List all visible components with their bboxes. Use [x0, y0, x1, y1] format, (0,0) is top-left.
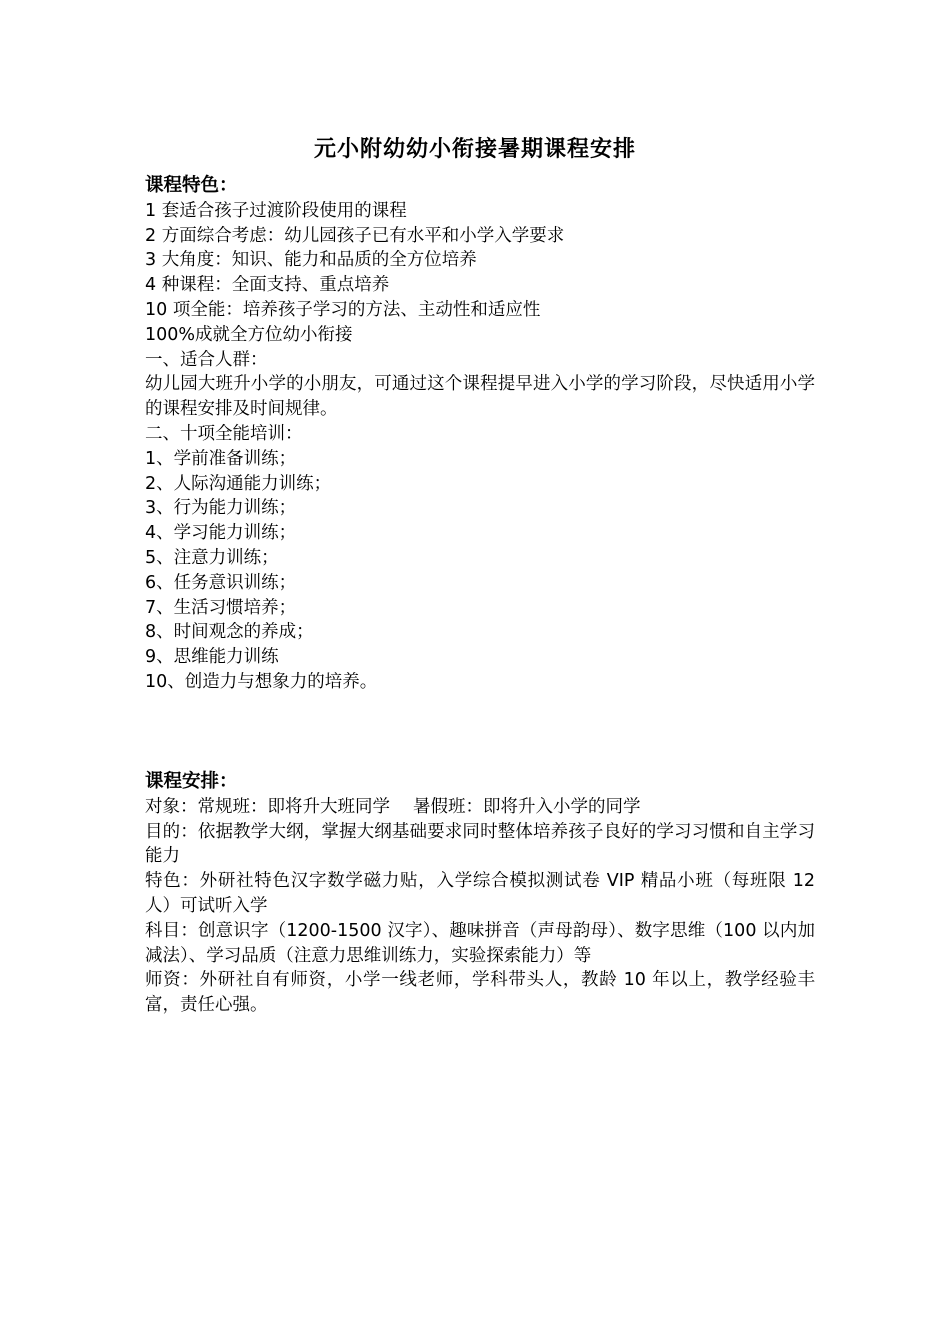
schedule-subjects: 科目：创意识字（1200-1500 汉字）、趣味拼音（声母韵母）、数字思维（100 以内加减法）、学习品质（注意力思维训练力，实验探索能力）等 — [145, 920, 815, 966]
training-item: 9、思维能力训练 — [145, 647, 279, 668]
schedule-heading: 课程安排： — [145, 771, 238, 792]
intro-section — [145, 174, 815, 695]
training-heading: 二、十项全能培训： — [145, 423, 303, 444]
training-item: 1、学前准备训练； — [145, 448, 297, 469]
feature-line: 100%成就全方位幼小衔接 — [145, 324, 353, 345]
training-item: 3、行为能力训练； — [145, 498, 297, 519]
audience-heading: 一、适合人群： — [145, 349, 268, 370]
schedule-section — [145, 770, 815, 1018]
audience-text: 幼儿园大班升小学的小朋友，可通过这个课程提早进入小学的学习阶段，尽快适用小学的课程安排及时间规律。 — [145, 374, 815, 420]
schedule-target: 对象：常规班：即将升大班同学 暑假班：即将升入小学的同学 — [145, 796, 641, 817]
schedule-purpose: 目的：依据教学大纲，掌握大纲基础要求同时整体培养孩子良好的学习习惯和自主学习能力 — [145, 821, 815, 867]
feature-line: 1 套适合孩子过渡阶段使用的课程 — [145, 200, 407, 221]
training-item: 10、创造力与想象力的培养。 — [145, 671, 378, 692]
features-heading: 课程特色： — [145, 175, 238, 196]
schedule-teachers: 师资：外研社自有师资，小学一线老师，学科带头人，教龄 10 年以上，教学经验丰富，责任心强。 — [145, 970, 815, 1016]
training-item: 8、时间观念的养成； — [145, 622, 314, 643]
training-item: 2、人际沟通能力训练； — [145, 473, 332, 494]
training-item: 5、注意力训练； — [145, 547, 279, 568]
document-title: 元小附幼幼小衔接暑期课程安排 — [313, 136, 636, 162]
feature-line: 3 大角度：知识、能力和品质的全方位培养 — [145, 250, 477, 271]
training-item: 4、学习能力训练； — [145, 523, 297, 544]
training-item: 6、任务意识训练； — [145, 572, 297, 593]
feature-line: 10 项全能：培养孩子学习的方法、主动性和适应性 — [145, 299, 541, 320]
training-item: 7、生活习惯培养； — [145, 597, 297, 618]
schedule-feature: 特色：外研社特色汉字数学磁力贴，入学综合模拟测试卷 VIP 精品小班（每班限 12 人）可试听入学 — [145, 871, 815, 916]
feature-line: 2 方面综合考虑：幼儿园孩子已有水平和小学入学要求 — [145, 225, 565, 246]
feature-line: 4 种课程：全面支持、重点培养 — [145, 275, 390, 296]
